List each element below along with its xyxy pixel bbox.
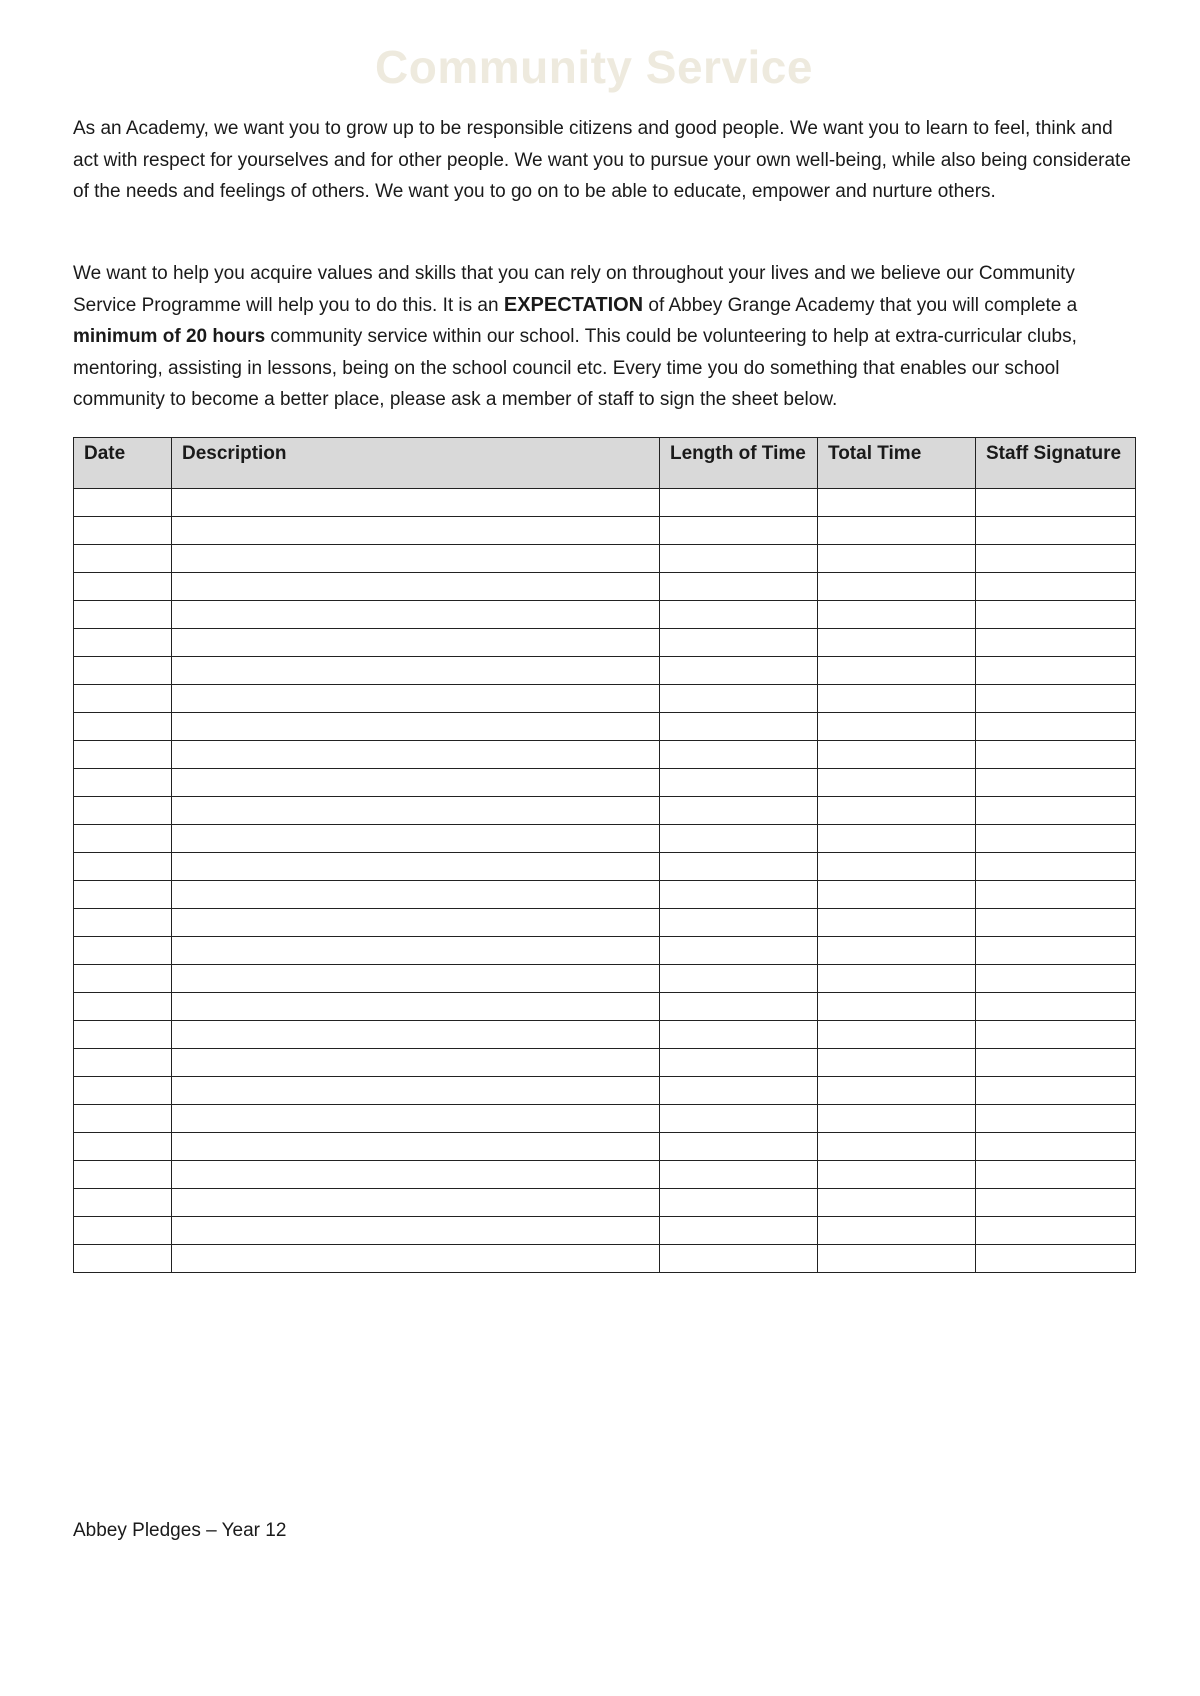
- total-time-cell[interactable]: [818, 1021, 976, 1049]
- description-cell[interactable]: [172, 657, 660, 685]
- total-time-cell[interactable]: [818, 797, 976, 825]
- table-body: [74, 489, 1136, 1273]
- table-row: [74, 1161, 1136, 1189]
- description-cell[interactable]: [172, 797, 660, 825]
- total-time-cell[interactable]: [818, 965, 976, 993]
- total-time-cell[interactable]: [818, 853, 976, 881]
- length-of-time-cell[interactable]: [660, 601, 818, 629]
- total-time-cell[interactable]: [818, 881, 976, 909]
- total-time-cell[interactable]: [818, 1217, 976, 1245]
- table-row: [74, 657, 1136, 685]
- table-row: [74, 1133, 1136, 1161]
- date-cell[interactable]: [74, 1049, 172, 1077]
- staff-signature-cell[interactable]: [976, 1189, 1136, 1217]
- staff-signature-cell[interactable]: [976, 825, 1136, 853]
- staff-signature-cell[interactable]: [976, 1161, 1136, 1189]
- description-cell[interactable]: [172, 1217, 660, 1245]
- length-of-time-cell[interactable]: [660, 853, 818, 881]
- length-of-time-cell[interactable]: [660, 1133, 818, 1161]
- description-cell[interactable]: [172, 1077, 660, 1105]
- description-cell[interactable]: [172, 853, 660, 881]
- date-cell[interactable]: [74, 909, 172, 937]
- length-of-time-cell[interactable]: [660, 881, 818, 909]
- length-of-time-cell[interactable]: [660, 573, 818, 601]
- date-cell[interactable]: [74, 573, 172, 601]
- date-cell[interactable]: [74, 545, 172, 573]
- staff-signature-cell[interactable]: [976, 1245, 1136, 1273]
- length-of-time-cell[interactable]: [660, 965, 818, 993]
- length-of-time-cell[interactable]: [660, 713, 818, 741]
- header-description: Description: [172, 438, 660, 489]
- length-of-time-cell[interactable]: [660, 517, 818, 545]
- date-cell[interactable]: [74, 825, 172, 853]
- staff-signature-cell[interactable]: [976, 993, 1136, 1021]
- table-row: [74, 629, 1136, 657]
- length-of-time-cell[interactable]: [660, 1161, 818, 1189]
- total-time-cell[interactable]: [818, 741, 976, 769]
- description-cell[interactable]: [172, 1021, 660, 1049]
- table-row: [74, 993, 1136, 1021]
- staff-signature-cell[interactable]: [976, 965, 1136, 993]
- staff-signature-cell[interactable]: [976, 797, 1136, 825]
- total-time-cell[interactable]: [818, 1189, 976, 1217]
- total-time-cell[interactable]: [818, 573, 976, 601]
- description-cell[interactable]: [172, 1105, 660, 1133]
- minimum-hours-emphasis: minimum of 20 hours: [73, 326, 266, 347]
- date-cell[interactable]: [74, 1161, 172, 1189]
- staff-signature-cell[interactable]: [976, 1105, 1136, 1133]
- date-cell[interactable]: [74, 937, 172, 965]
- staff-signature-cell[interactable]: [976, 769, 1136, 797]
- total-time-cell[interactable]: [818, 657, 976, 685]
- date-cell[interactable]: [74, 517, 172, 545]
- description-cell[interactable]: [172, 1189, 660, 1217]
- table-row: [74, 797, 1136, 825]
- length-of-time-cell[interactable]: [660, 489, 818, 517]
- intro-paragraph-1: As an Academy, we want you to grow up to be responsible citizens and good people. We want you to learn to feel, think and act with respect for yourselves and for other people. We want you to pursue your own well-being, while also being considerate of the needs and feelings of others. We want you to go on to be able to educate, empower and nurture others.: [73, 118, 1131, 202]
- description-cell[interactable]: [172, 517, 660, 545]
- staff-signature-cell[interactable]: [976, 601, 1136, 629]
- date-cell[interactable]: [74, 1105, 172, 1133]
- length-of-time-cell[interactable]: [660, 1189, 818, 1217]
- date-cell[interactable]: [74, 713, 172, 741]
- table-row: [74, 601, 1136, 629]
- staff-signature-cell[interactable]: [976, 489, 1136, 517]
- date-cell[interactable]: [74, 1133, 172, 1161]
- staff-signature-cell[interactable]: [976, 657, 1136, 685]
- total-time-cell[interactable]: [818, 1105, 976, 1133]
- date-cell[interactable]: [74, 1245, 172, 1273]
- description-cell[interactable]: [172, 993, 660, 1021]
- total-time-cell[interactable]: [818, 629, 976, 657]
- total-time-cell[interactable]: [818, 1077, 976, 1105]
- table-row: [74, 825, 1136, 853]
- intro-paragraph-2: [73, 258, 1133, 416]
- staff-signature-cell[interactable]: [976, 685, 1136, 713]
- length-of-time-cell[interactable]: [660, 629, 818, 657]
- table-row: [74, 573, 1136, 601]
- date-cell[interactable]: [74, 993, 172, 1021]
- staff-signature-cell[interactable]: [976, 1021, 1136, 1049]
- total-time-cell[interactable]: [818, 601, 976, 629]
- staff-signature-cell[interactable]: [976, 1133, 1136, 1161]
- date-cell[interactable]: [74, 1189, 172, 1217]
- date-cell[interactable]: [74, 853, 172, 881]
- length-of-time-cell[interactable]: [660, 741, 818, 769]
- header-staff-signature: Staff Signature: [976, 438, 1136, 489]
- table-row: [74, 853, 1136, 881]
- staff-signature-cell[interactable]: [976, 629, 1136, 657]
- description-cell[interactable]: [172, 1133, 660, 1161]
- length-of-time-cell[interactable]: [660, 657, 818, 685]
- description-cell[interactable]: [172, 937, 660, 965]
- community-service-log-table: [73, 437, 1136, 1273]
- description-cell[interactable]: [172, 881, 660, 909]
- date-cell[interactable]: [74, 489, 172, 517]
- date-cell[interactable]: [74, 769, 172, 797]
- intro-2-text-b: of Abbey Grange Academy that you will complete a: [643, 294, 1078, 316]
- staff-signature-cell[interactable]: [976, 909, 1136, 937]
- date-cell[interactable]: [74, 629, 172, 657]
- table-row: [74, 741, 1136, 769]
- description-cell[interactable]: [172, 741, 660, 769]
- total-time-cell[interactable]: [818, 1133, 976, 1161]
- date-cell[interactable]: [74, 881, 172, 909]
- staff-signature-cell[interactable]: [976, 1217, 1136, 1245]
- total-time-cell[interactable]: [818, 489, 976, 517]
- date-cell[interactable]: [74, 797, 172, 825]
- header-length-of-time: Length of Time: [660, 438, 818, 489]
- date-cell[interactable]: [74, 657, 172, 685]
- table-row: [74, 713, 1136, 741]
- table-row: [74, 965, 1136, 993]
- table-row: [74, 1049, 1136, 1077]
- length-of-time-cell[interactable]: [660, 1077, 818, 1105]
- date-cell[interactable]: [74, 685, 172, 713]
- length-of-time-cell[interactable]: [660, 1049, 818, 1077]
- date-cell[interactable]: [74, 1021, 172, 1049]
- staff-signature-cell[interactable]: [976, 741, 1136, 769]
- header-total-time: Total Time: [818, 438, 976, 489]
- staff-signature-cell[interactable]: [976, 517, 1136, 545]
- table-header-row: [74, 438, 1136, 489]
- length-of-time-cell[interactable]: [660, 909, 818, 937]
- expectation-emphasis: EXPECTATION: [503, 293, 644, 316]
- table-row: [74, 1077, 1136, 1105]
- description-cell[interactable]: [172, 825, 660, 853]
- length-of-time-cell[interactable]: [660, 545, 818, 573]
- total-time-cell[interactable]: [818, 713, 976, 741]
- description-cell[interactable]: [172, 1049, 660, 1077]
- total-time-cell[interactable]: [818, 1049, 976, 1077]
- table-row: [74, 489, 1136, 517]
- description-cell[interactable]: [172, 713, 660, 741]
- table-row: [74, 881, 1136, 909]
- total-time-cell[interactable]: [818, 993, 976, 1021]
- staff-signature-cell[interactable]: [976, 545, 1136, 573]
- description-cell[interactable]: [172, 1161, 660, 1189]
- description-cell[interactable]: [172, 545, 660, 573]
- description-cell[interactable]: [172, 769, 660, 797]
- length-of-time-cell[interactable]: [660, 797, 818, 825]
- length-of-time-cell[interactable]: [660, 1105, 818, 1133]
- table-row: [74, 937, 1136, 965]
- description-cell[interactable]: [172, 965, 660, 993]
- length-of-time-cell[interactable]: [660, 769, 818, 797]
- total-time-cell[interactable]: [818, 517, 976, 545]
- date-cell[interactable]: [74, 965, 172, 993]
- table-row: [74, 1245, 1136, 1273]
- footer-text: Abbey Pledges – Year 12: [73, 1520, 287, 1541]
- header-date: Date: [74, 438, 172, 489]
- total-time-cell[interactable]: [818, 545, 976, 573]
- length-of-time-cell[interactable]: [660, 993, 818, 1021]
- total-time-cell[interactable]: [818, 937, 976, 965]
- description-cell[interactable]: [172, 685, 660, 713]
- table-row: [74, 545, 1136, 573]
- staff-signature-cell[interactable]: [976, 713, 1136, 741]
- length-of-time-cell[interactable]: [660, 825, 818, 853]
- staff-signature-cell[interactable]: [976, 1077, 1136, 1105]
- date-cell[interactable]: [74, 1217, 172, 1245]
- table-row: [74, 685, 1136, 713]
- length-of-time-cell[interactable]: [660, 1245, 818, 1273]
- table-row: [74, 517, 1136, 545]
- description-cell[interactable]: [172, 573, 660, 601]
- staff-signature-cell[interactable]: [976, 853, 1136, 881]
- staff-signature-cell[interactable]: [976, 573, 1136, 601]
- description-cell[interactable]: [172, 489, 660, 517]
- description-cell[interactable]: [172, 1245, 660, 1273]
- table-row: [74, 769, 1136, 797]
- page-title: Community Service: [375, 41, 813, 93]
- date-cell[interactable]: [74, 1077, 172, 1105]
- total-time-cell[interactable]: [818, 909, 976, 937]
- length-of-time-cell[interactable]: [660, 685, 818, 713]
- total-time-cell[interactable]: [818, 685, 976, 713]
- length-of-time-cell[interactable]: [660, 937, 818, 965]
- date-cell[interactable]: [74, 601, 172, 629]
- table-row: [74, 1189, 1136, 1217]
- total-time-cell[interactable]: [818, 1245, 976, 1273]
- description-cell[interactable]: [172, 601, 660, 629]
- intro-2-text-c: community service within our school. This could be volunteering to help at extra-curricular clubs, mentoring, assisting in lessons, being on the school council etc. Every time you do something that enables our school community to become a better place, please ask a member of staff to sign the sheet below.: [73, 326, 1077, 410]
- table-row: [74, 1105, 1136, 1133]
- table-row: [74, 909, 1136, 937]
- table-row: [74, 1217, 1136, 1245]
- total-time-cell[interactable]: [818, 825, 976, 853]
- date-cell[interactable]: [74, 741, 172, 769]
- intro-2-text-a: We want to help you acquire values and skills that you can rely on throughout your lives and we believe our Community Service Programme will help you to do this. It is an: [73, 263, 1075, 316]
- total-time-cell[interactable]: [818, 1161, 976, 1189]
- staff-signature-cell[interactable]: [976, 1049, 1136, 1077]
- staff-signature-cell[interactable]: [976, 937, 1136, 965]
- description-cell[interactable]: [172, 909, 660, 937]
- table-row: [74, 1021, 1136, 1049]
- length-of-time-cell[interactable]: [660, 1217, 818, 1245]
- staff-signature-cell[interactable]: [976, 881, 1136, 909]
- length-of-time-cell[interactable]: [660, 1021, 818, 1049]
- total-time-cell[interactable]: [818, 769, 976, 797]
- description-cell[interactable]: [172, 629, 660, 657]
